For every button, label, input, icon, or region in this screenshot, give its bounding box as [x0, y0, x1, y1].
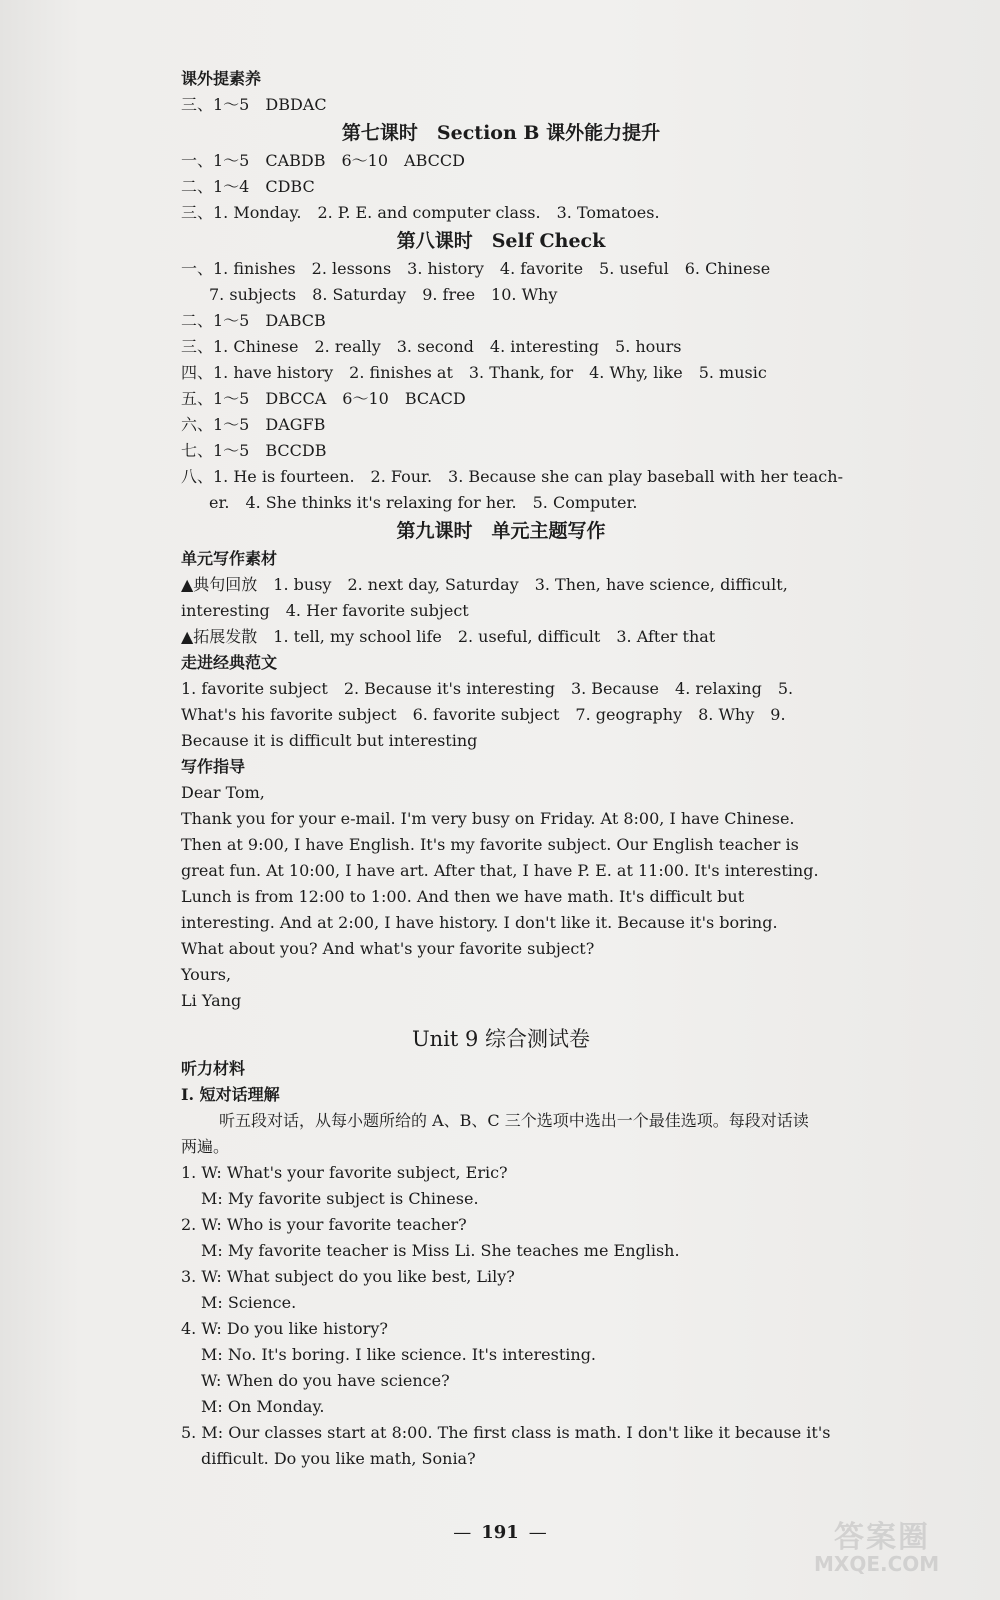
dialogue-line: M: My favorite subject is Chinese. — [201, 1189, 479, 1208]
answer-line: 二、1～5 DABCB — [181, 311, 326, 330]
dialogue-line: M: My favorite teacher is Miss Li. She teaches me English. — [201, 1241, 680, 1260]
dash-right: — — [528, 1522, 547, 1543]
watermark-logo — [814, 1512, 974, 1580]
subheading-writing-materials: 单元写作素材 — [181, 549, 278, 568]
answer-line: 三、1. Chinese 2. really 3. second 4. interesting 5. hours — [181, 337, 682, 356]
letter-question: What about you? And what's your favorite subject? — [181, 939, 595, 958]
dialogue-line: 3. W: What subject do you like best, Lily? — [181, 1267, 515, 1286]
answer-line: 八、1. He is fourteen. 2. Four. 3. Because she can play baseball with her teach- — [181, 467, 843, 486]
subheading-writing-guide: 写作指导 — [181, 757, 246, 776]
section-title-7: 第七课时 Section B 课外能力提升 — [341, 122, 661, 144]
watermark-url: MXQE.COM — [814, 1552, 940, 1576]
unit-test-title: Unit 9 综合测试卷 — [411, 1027, 591, 1051]
dialogue-line: 5. M: Our classes start at 8:00. The first class is math. I don't like it because it's — [181, 1423, 831, 1442]
letter-signature: Li Yang — [181, 991, 242, 1010]
answer-line: er. 4. She thinks it's relaxing for her. 5. Computer. — [209, 493, 638, 512]
answer-paragraph: ▲典句回放 1. busy 2. next day, Saturday 3. Then, have science, difficult, interesting 4. Her favorite subject — [181, 575, 788, 620]
heading-extra-practice: 课外提素养 — [181, 69, 262, 88]
dialogue-line: M: Science. — [201, 1293, 297, 1312]
subheading-listening: 听力材料 — [181, 1059, 246, 1078]
answer-line: 二、1～4 CDBC — [181, 177, 315, 196]
watermark-title: 答案圈 — [834, 1520, 930, 1555]
dialogue-line: 2. W: Who is your favorite teacher? — [181, 1215, 467, 1234]
dialogue-line: W: When do you have science? — [201, 1371, 450, 1390]
dash-left: — — [453, 1522, 472, 1543]
letter-closing: Yours, — [181, 965, 232, 984]
subheading-short-dialogues: Ⅰ. 短对话理解 — [181, 1085, 280, 1104]
answer-line: 7. subjects 8. Saturday 9. free 10. Why — [209, 285, 558, 304]
answer-line: 六、1～5 DAGFB — [181, 415, 326, 434]
answer-line: 四、1. have history 2. finishes at 3. Thank, for 4. Why, like 5. music — [181, 363, 767, 382]
answer-line: 五、1～5 DBCCA 6～10 BCACD — [181, 389, 466, 408]
answer-line: 三、1. Monday. 2. P. E. and computer class. 3. Tomatoes. — [181, 203, 660, 222]
section-title-9: 第九课时 单元主题写作 — [396, 520, 606, 542]
dialogue-line: difficult. Do you like math, Sonia? — [201, 1449, 476, 1468]
letter-body: Thank you for your e-mail. I'm very busy on Friday. At 8:00, I have Chinese. Then at 9:00, I have English. It's my favorite subject. Our English teacher is great fun. At 10:00, I have art. After that, I have P. E. at 11:00. It's interesting. Lunch is from 12:00 to 1:00. And then we have math. It's difficult but interesting. And at 2:00, I have history. I don't like it. Because it's boring. — [181, 809, 819, 932]
answer-paragraph: 1. favorite subject 2. Because it's interesting 3. Because 4. relaxing 5. What's his favorite subject 6. favorite subject 7. geography 8. Why 9. Because it is difficult but interesting — [181, 679, 794, 750]
dialogue-line: 4. W: Do you like history? — [181, 1319, 388, 1338]
answer-line: 一、1. finishes 2. lessons 3. history 4. favorite 5. useful 6. Chinese — [181, 259, 771, 278]
answer-line: 三、1～5 DBDAC — [181, 95, 327, 114]
answer-line: 一、1～5 CABDB 6～10 ABCCD — [181, 151, 465, 170]
instruction-text: 听五段对话，从每小题所给的 A、B、C 三个选项中选出一个最佳选项。每段对话读两遍。 — [181, 1111, 809, 1156]
section-title-8: 第八课时 Self Check — [396, 230, 606, 252]
dialogue-line: M: On Monday. — [201, 1397, 325, 1416]
dialogue-line: M: No. It's boring. I like science. It's interesting. — [201, 1345, 597, 1364]
dialogue-line: 1. W: What's your favorite subject, Eric? — [181, 1163, 508, 1182]
answer-paragraph: ▲拓展发散 1. tell, my school life 2. useful, difficult 3. After that — [181, 627, 716, 646]
page-number-value: 191 — [481, 1522, 519, 1543]
subheading-model-essay: 走进经典范文 — [181, 653, 278, 672]
answer-line: 七、1～5 BCCDB — [181, 441, 327, 460]
answer-content — [181, 66, 843, 1472]
letter-greeting: Dear Tom, — [181, 783, 265, 802]
